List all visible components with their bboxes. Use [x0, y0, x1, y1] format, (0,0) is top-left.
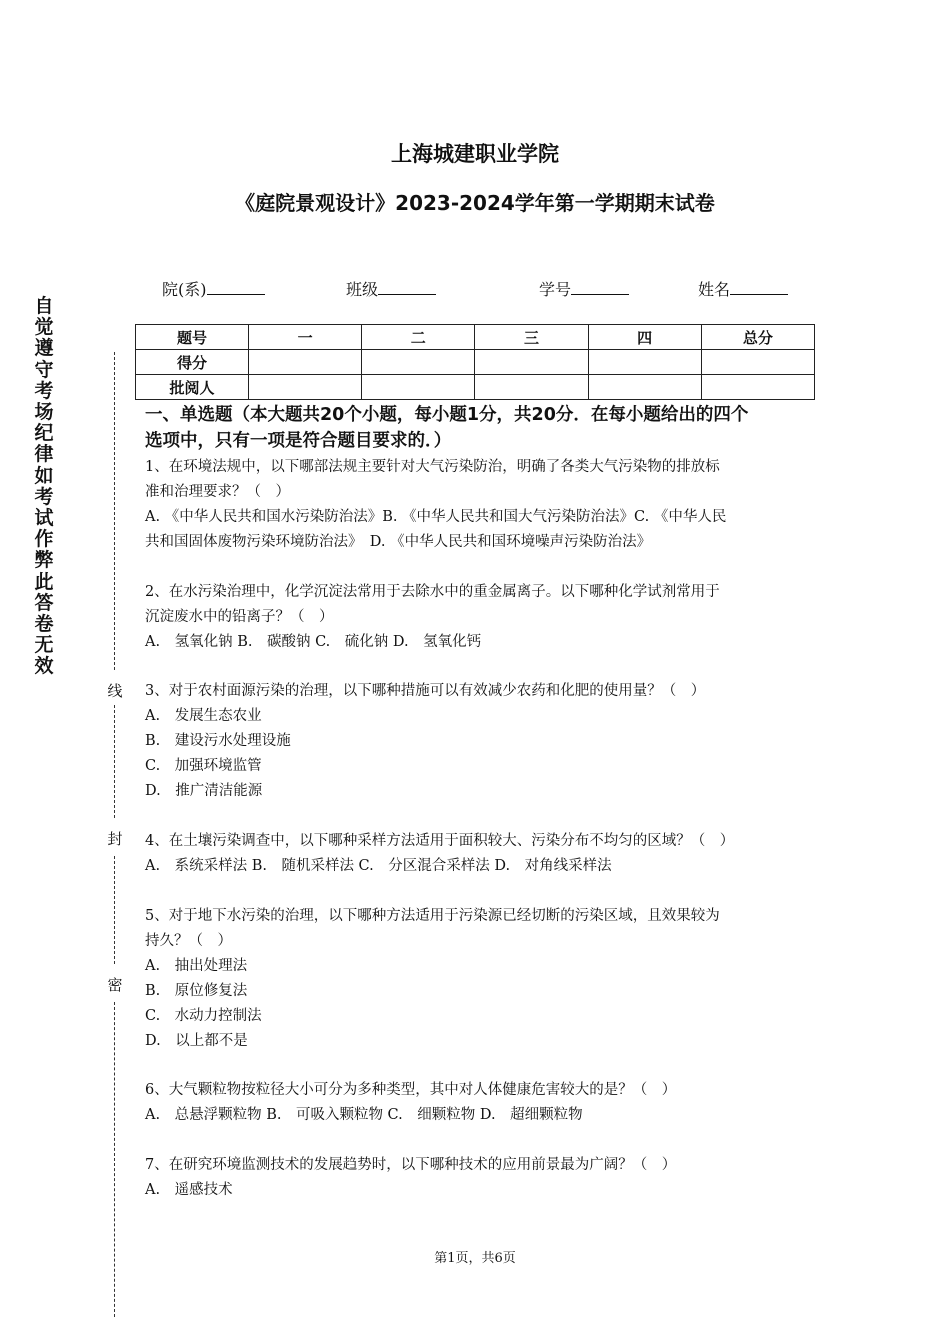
option-line[interactable]: 共和国固体废物污染环境防治法》 D. 《中华人民共和国环境噪声污染防治法》 — [145, 534, 652, 550]
option-line[interactable]: A. 抽出处理法 — [145, 958, 248, 974]
question-line: 4、在土壤污染调查中，以下哪种采样方法适用于面积较大、污染分布不均匀的区域？（ ） — [145, 833, 735, 849]
score-cell[interactable] — [588, 350, 701, 375]
question-line: 5、对于地下水污染的治理，以下哪种方法适用于污染源已经切断的污染区域，且效果较为 — [145, 908, 720, 924]
score-cell[interactable] — [249, 350, 362, 375]
question-line: 6、大气颗粒物按粒径大小可分为多种类型，其中对人体健康危害较大的是？（ ） — [145, 1082, 677, 1098]
table-header-cell: 三 — [475, 325, 588, 350]
section-heading-cont: 选项中，只有一项是符合题目要求的．） — [145, 431, 452, 451]
info-name — [698, 277, 788, 300]
score-cell[interactable] — [701, 350, 814, 375]
class-blank[interactable] — [378, 280, 436, 295]
table-header-cell: 四 — [588, 325, 701, 350]
table-header-cell: 二 — [362, 325, 475, 350]
grader-cell[interactable] — [588, 375, 701, 400]
question-line: 1、在环境法规中，以下哪部法规主要针对大气污染防治，明确了各类大气污染物的排放标 — [145, 459, 720, 475]
binding-dashed-line — [114, 705, 115, 818]
grader-cell[interactable] — [249, 375, 362, 400]
option-line[interactable]: D. 推广清洁能源 — [145, 783, 263, 799]
option-line[interactable]: A. 系统采样法 B. 随机采样法 C. 分区混合采样法 D. 对角线采样法 — [145, 858, 612, 874]
question-line: 准和治理要求？（ ） — [145, 484, 290, 500]
info-student-id — [539, 277, 629, 300]
grader-cell[interactable] — [701, 375, 814, 400]
binding-mark-seal: 封 — [107, 830, 123, 848]
question-line: 7、在研究环境监测技术的发展趋势时，以下哪种技术的应用前景最为广阔？（ ） — [145, 1157, 677, 1173]
info-label: 姓名 — [698, 280, 731, 299]
table-header-row — [136, 325, 815, 350]
option-line[interactable]: B. 建设污水处理设施 — [145, 733, 291, 749]
question-line: 2、在水污染治理中，化学沉淀法常用于去除水中的重金属离子。以下哪种化学试剂常用于 — [145, 584, 720, 600]
table-header-cell: 总分 — [701, 325, 814, 350]
info-class — [346, 277, 436, 300]
option-line[interactable]: B. 原位修复法 — [145, 983, 248, 999]
table-header-cell: 题号 — [136, 325, 249, 350]
option-line[interactable]: A. 《中华人民共和国水污染防治法》B. 《中华人民共和国大气污染防治法》C. 《中华人民 — [145, 509, 727, 525]
row-label-grader: 批阅人 — [136, 375, 249, 400]
student-id-blank[interactable] — [571, 280, 629, 295]
info-label: 班级 — [346, 280, 379, 299]
binding-mark-secret: 密 — [107, 976, 123, 994]
score-cell[interactable] — [362, 350, 475, 375]
grader-cell[interactable] — [475, 375, 588, 400]
option-line[interactable]: A. 氢氧化钠 B. 碳酸钠 C. 硫化钠 D. 氢氧化钙 — [145, 634, 482, 650]
table-row — [136, 350, 815, 375]
question-line: 持久？（ ） — [145, 933, 232, 949]
page-footer: 第1页，共6页 — [434, 1251, 516, 1266]
department-blank[interactable] — [207, 280, 265, 295]
info-department — [162, 277, 265, 300]
row-label-score: 得分 — [136, 350, 249, 375]
option-line[interactable]: C. 水动力控制法 — [145, 1008, 262, 1024]
option-line[interactable]: C. 加强环境监管 — [145, 758, 262, 774]
name-blank[interactable] — [730, 280, 788, 295]
table-row — [136, 375, 815, 400]
binding-dashed-line — [114, 1002, 115, 1317]
question-line: 3、对于农村面源污染的治理，以下哪种措施可以有效减少农药和化肥的使用量？（ ） — [145, 683, 706, 699]
info-label: 院(系) — [162, 280, 207, 299]
info-label: 学号 — [539, 280, 572, 299]
score-table — [135, 324, 815, 400]
option-line[interactable]: D. 以上都不是 — [145, 1033, 248, 1049]
score-cell[interactable] — [475, 350, 588, 375]
option-line[interactable]: A. 发展生态农业 — [145, 708, 262, 724]
section-heading: 一、单选题（本大题共20个小题，每小题1分，共20分．在每小题给出的四个 — [145, 405, 749, 425]
question-line: 沉淀废水中的铅离子？（ ） — [145, 609, 334, 625]
option-line[interactable]: A. 总悬浮颗粒物 B. 可吸入颗粒物 C. 细颗粒物 D. 超细颗粒物 — [145, 1107, 583, 1123]
exam-title: 《庭院景观设计》2023-2024学年第一学期期末试卷 — [235, 191, 715, 215]
binding-dashed-line — [114, 856, 115, 964]
option-line[interactable]: A. 遥感技术 — [145, 1182, 233, 1198]
grader-cell[interactable] — [362, 375, 475, 400]
school-name: 上海城建职业学院 — [391, 142, 559, 166]
table-header-cell: 一 — [249, 325, 362, 350]
binding-mark-line: 线 — [107, 682, 123, 700]
side-warning: 自觉遵守考场纪律如考试作弊此答卷无效 — [34, 295, 54, 678]
binding-dashed-line — [114, 352, 115, 670]
